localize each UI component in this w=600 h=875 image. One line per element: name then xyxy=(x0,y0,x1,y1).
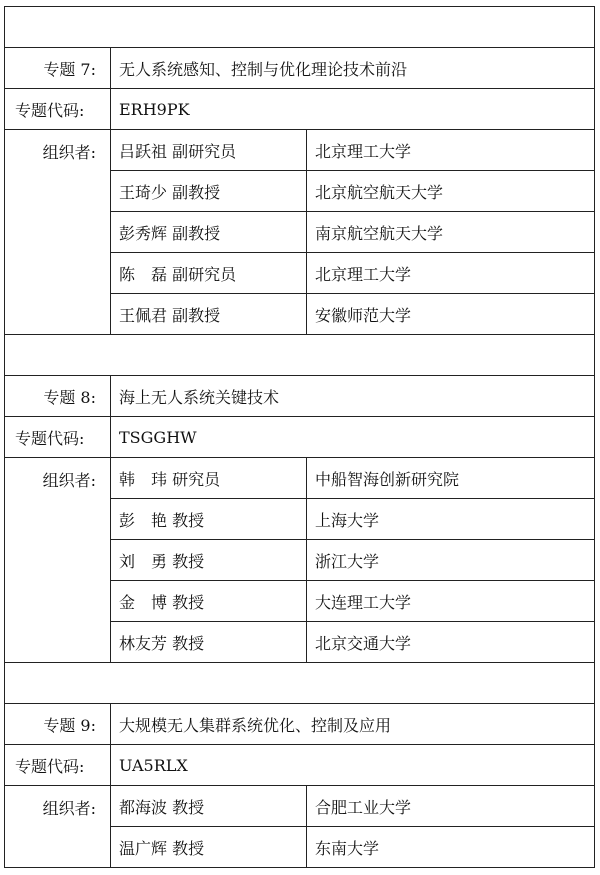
organizer-row xyxy=(5,786,595,827)
topic-row xyxy=(5,704,595,745)
topic-label: 专题 7: xyxy=(5,48,111,89)
organizer-label: 组织者: xyxy=(5,458,111,663)
organizer-institution: 合肥工业大学 xyxy=(307,786,595,827)
topic-code: UA5RLX xyxy=(111,745,595,786)
organizer-person: 金 博 教授 xyxy=(111,581,307,622)
code-label: 专题代码: xyxy=(5,417,111,458)
topic-label: 专题 9: xyxy=(5,704,111,745)
organizer-person: 都海波 教授 xyxy=(111,786,307,827)
topic-row xyxy=(5,376,595,417)
topics-table xyxy=(4,6,595,868)
organizer-institution: 南京航空航天大学 xyxy=(307,212,595,253)
organizer-person: 林友芳 教授 xyxy=(111,622,307,663)
spacer-row xyxy=(5,335,595,376)
organizer-person: 刘 勇 教授 xyxy=(111,540,307,581)
organizer-row xyxy=(5,458,595,499)
topic-row xyxy=(5,48,595,89)
topic-title: 大规模无人集群系统优化、控制及应用 xyxy=(111,704,595,745)
organizer-institution: 大连理工大学 xyxy=(307,581,595,622)
topic-code: TSGGHW xyxy=(111,417,595,458)
spacer-row xyxy=(5,7,595,48)
organizer-row xyxy=(5,130,595,171)
organizer-institution: 东南大学 xyxy=(307,827,595,868)
organizer-institution: 安徽师范大学 xyxy=(307,294,595,335)
code-row xyxy=(5,417,595,458)
organizer-person: 吕跃祖 副研究员 xyxy=(111,130,307,171)
organizer-label: 组织者: xyxy=(5,130,111,335)
spacer-row xyxy=(5,663,595,704)
organizer-person: 陈 磊 副研究员 xyxy=(111,253,307,294)
code-label: 专题代码: xyxy=(5,745,111,786)
topic-label: 专题 8: xyxy=(5,376,111,417)
document-page xyxy=(4,6,594,868)
organizer-person: 彭 艳 教授 xyxy=(111,499,307,540)
organizer-institution: 北京理工大学 xyxy=(307,130,595,171)
organizer-institution: 北京交通大学 xyxy=(307,622,595,663)
organizer-person: 王佩君 副教授 xyxy=(111,294,307,335)
organizer-institution: 北京理工大学 xyxy=(307,253,595,294)
organizer-person: 王琦少 副教授 xyxy=(111,171,307,212)
code-row xyxy=(5,89,595,130)
topic-title: 无人系统感知、控制与优化理论技术前沿 xyxy=(111,48,595,89)
code-row xyxy=(5,745,595,786)
organizer-person: 韩 玮 研究员 xyxy=(111,458,307,499)
organizer-person: 温广辉 教授 xyxy=(111,827,307,868)
organizer-person: 彭秀辉 副教授 xyxy=(111,212,307,253)
organizer-institution: 上海大学 xyxy=(307,499,595,540)
organizer-institution: 中船智海创新研究院 xyxy=(307,458,595,499)
organizer-institution: 北京航空航天大学 xyxy=(307,171,595,212)
topic-code: ERH9PK xyxy=(111,89,595,130)
topic-title: 海上无人系统关键技术 xyxy=(111,376,595,417)
organizer-label: 组织者: xyxy=(5,786,111,868)
code-label: 专题代码: xyxy=(5,89,111,130)
organizer-institution: 浙江大学 xyxy=(307,540,595,581)
